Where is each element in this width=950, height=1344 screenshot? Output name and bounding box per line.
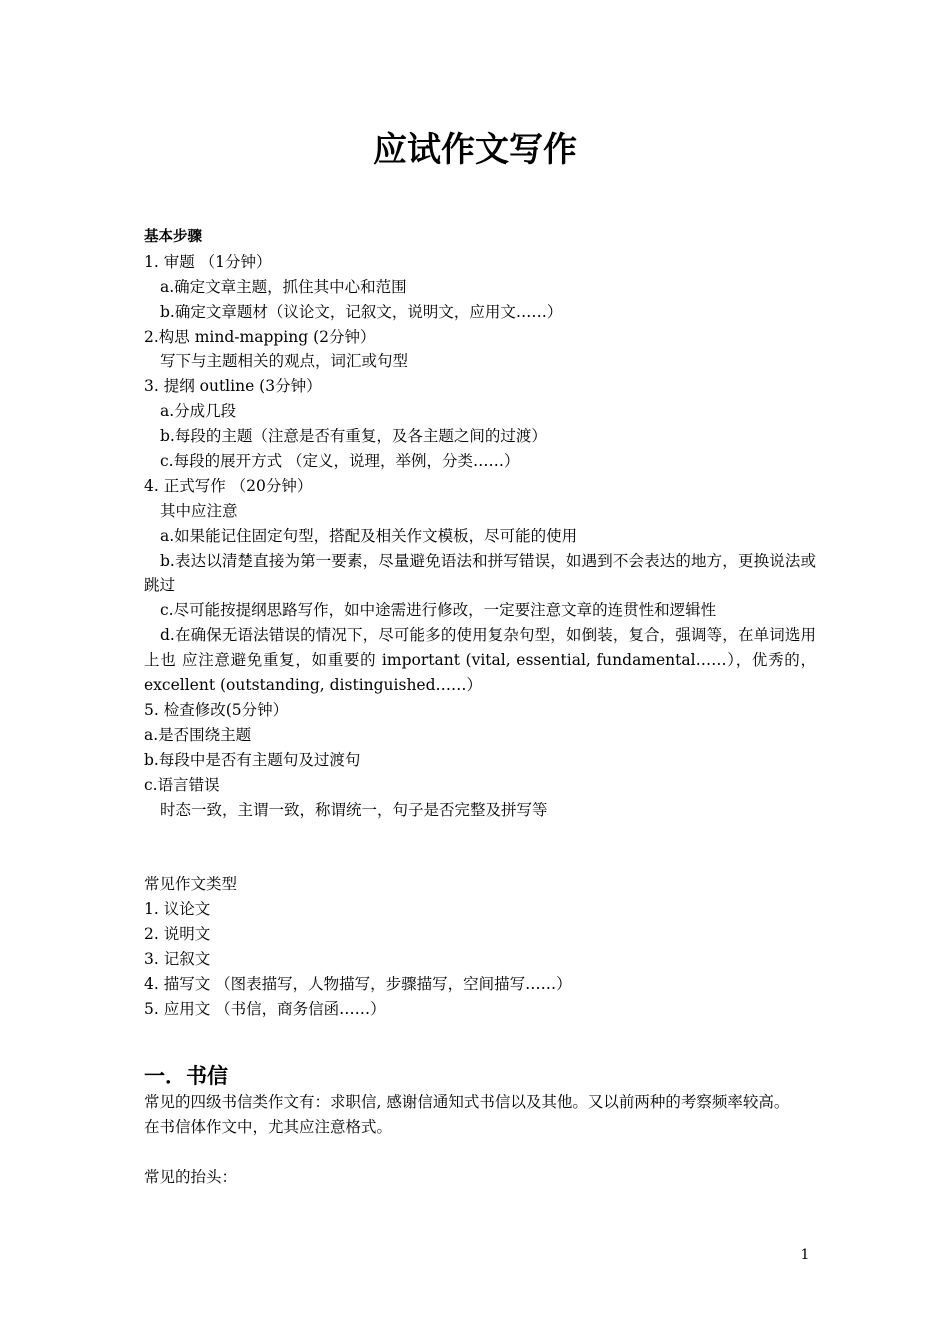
- spacer: [144, 1046, 816, 1058]
- spacer: [144, 822, 816, 847]
- step-1: 1. 审题 （1分钟）: [144, 252, 272, 271]
- section-heading-letters: 一．书信: [144, 1064, 228, 1089]
- step-3: 3. 提纲 outline (3分钟）: [144, 377, 322, 396]
- letters-paragraph: 常见的抬头：: [144, 1168, 238, 1187]
- spacer: [144, 847, 816, 872]
- type-item: 2. 说明文: [144, 925, 211, 944]
- step-3a: a.分成几段: [160, 402, 237, 421]
- document-body: [144, 225, 816, 1190]
- step-4d: d.在确保无语法错误的情况下，尽可能多的使用复杂句型，如倒装，复合，强调等，在单词选用上也 应注意避免重复，如重要的 important (vital, essential, fundamental……），优秀的，excellent (outstanding, distinguished……）: [144, 626, 816, 695]
- steps-heading: 基本步骤: [144, 229, 202, 245]
- step-4c: c.尽可能按提纲思路写作，如中途需进行修改，一定要注意文章的连贯性和逻辑性: [160, 601, 717, 620]
- spacer: [144, 1022, 816, 1047]
- step-4b: b.表达以清楚直接为第一要素，尽量避免语法和拼写错误，如遇到不会表达的地方，更换说法或跳过: [144, 551, 816, 595]
- letters-paragraph: 常见的四级书信类作文有：求职信, 感谢信通知式书信以及其他。又以前两种的考察频率较高。: [144, 1093, 790, 1112]
- step-2-detail: 写下与主题相关的观点，词汇或句型: [160, 352, 409, 371]
- step-3b: b.每段的主题（注意是否有重复，及各主题之间的过渡）: [160, 427, 547, 446]
- step-2: 2.构思 mind-mapping (2分钟）: [144, 327, 376, 346]
- document-title: 应试作文写作: [373, 130, 577, 170]
- type-item: 4. 描写文 （图表描写，人物描写，步骤描写，空间描写……）: [144, 974, 572, 993]
- page-number: 1: [800, 1247, 810, 1263]
- type-item: 3. 记叙文: [144, 949, 211, 968]
- step-5: 5. 检查修改(5分钟）: [144, 701, 289, 719]
- type-item: 1. 议论文: [144, 900, 211, 919]
- type-item: 5. 应用文 （书信，商务信函……）: [144, 999, 386, 1018]
- spacer: [144, 1140, 816, 1165]
- step-5a: a.是否围绕主题: [144, 725, 252, 744]
- step-4-note: 其中应注意: [160, 501, 238, 520]
- step-1b: b.确定文章题材（议论文，记叙文，说明文，应用文……）: [160, 302, 563, 321]
- step-5b: b.每段中是否有主题句及过渡句: [144, 750, 361, 769]
- letters-paragraph: 在书信体作文中，尤其应注意格式。: [144, 1118, 393, 1137]
- types-heading: 常见作文类型: [144, 875, 238, 894]
- step-4: 4. 正式写作 （20分钟）: [144, 476, 313, 495]
- step-5c-detail: 时态一致，主谓一致，称谓统一，句子是否完整及拼写等: [160, 800, 548, 819]
- step-5c: c.语言错误: [144, 775, 220, 794]
- step-3c: c.每段的展开方式 （定义，说理，举例，分类……）: [160, 452, 520, 471]
- step-1a: a.确定文章主题，抓住其中心和范围: [160, 277, 407, 296]
- step-4a: a.如果能记住固定句型，搭配及相关作文模板，尽可能的使用: [160, 526, 578, 545]
